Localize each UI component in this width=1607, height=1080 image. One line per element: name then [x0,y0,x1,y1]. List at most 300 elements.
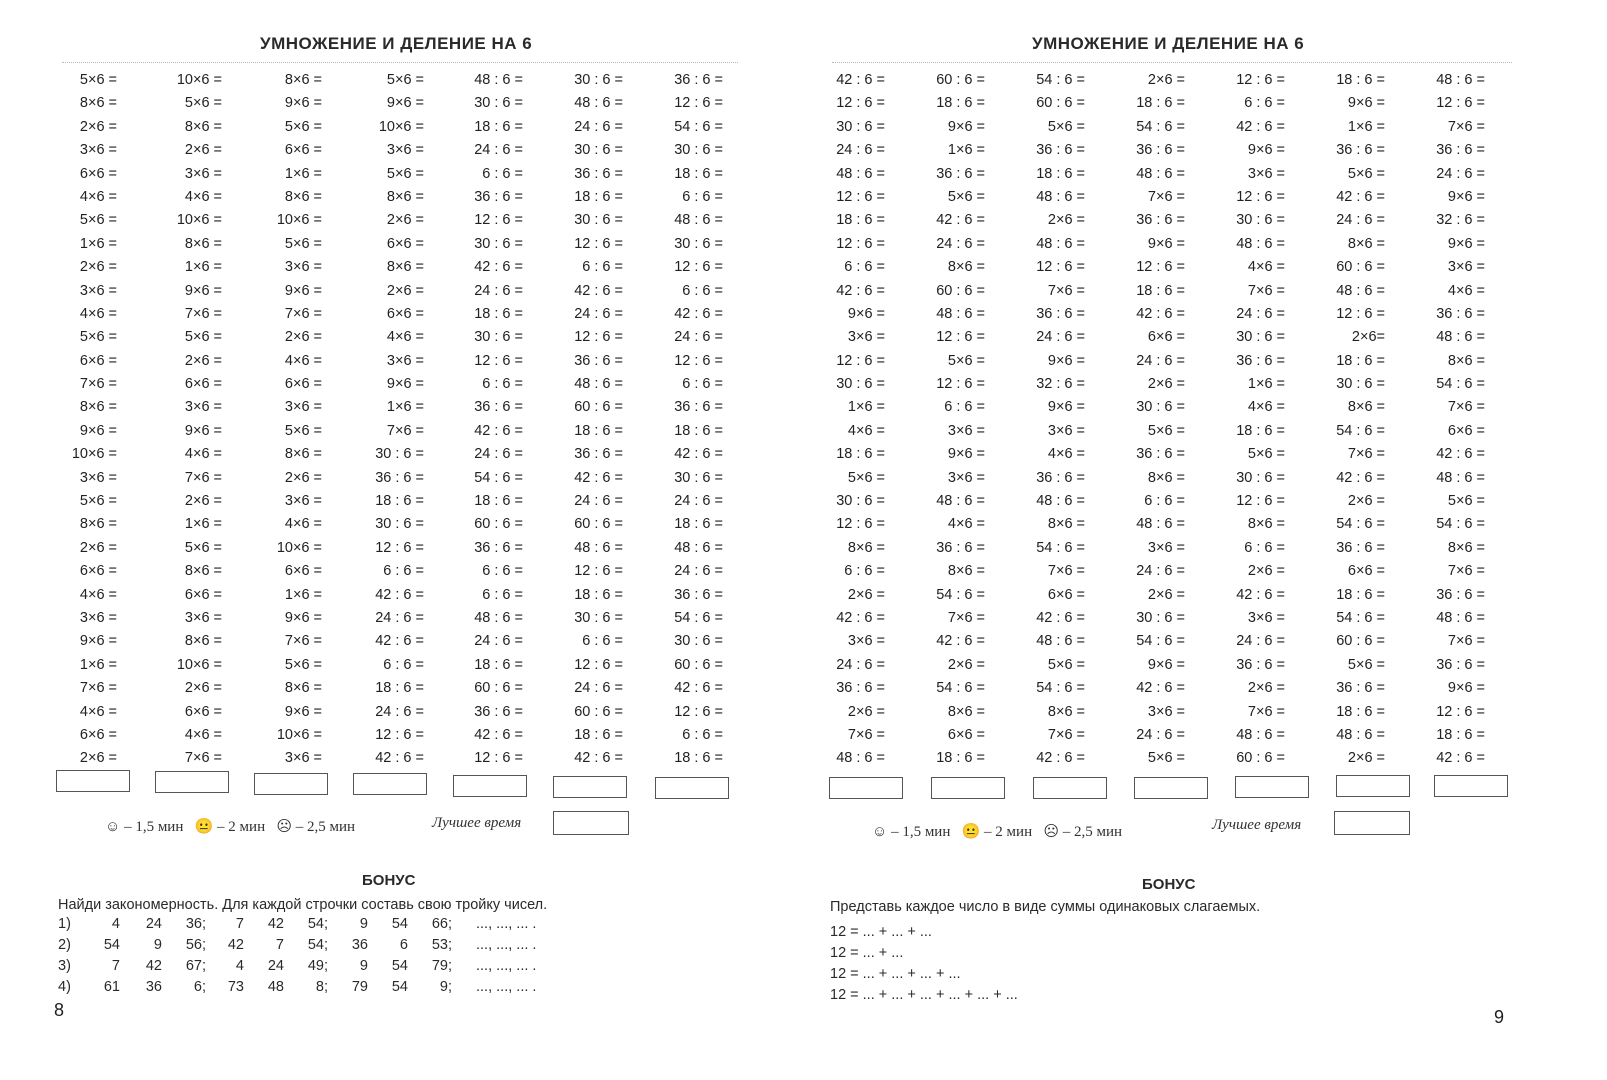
exercise-item: 42 : 6 = [1136,680,1185,697]
exercise-item: 6 : 6 = [682,376,723,393]
exercise-item: 3×6 = [79,469,117,486]
exercise-item: 7×6 = [1047,563,1085,580]
exercise-column [438,69,533,771]
exercise-item: 48 : 6 = [574,539,623,556]
bonus-blank: ..., ..., ... . [476,937,537,953]
exercise-item: 42 : 6 = [836,72,885,88]
exercise-item: 5×6 = [79,212,117,229]
exercise-item: 2×6 = [79,750,117,767]
exercise-item: 12 : 6 = [936,329,985,346]
exercise-item: 18 : 6 = [1336,586,1385,603]
exercise-item: 2×6 = [847,703,885,720]
exercise-item: 9×6 = [947,446,985,463]
bonus-number: 24 [145,916,162,932]
exercise-item: 12 : 6 = [1236,493,1285,510]
exercise-item: 9×6 = [184,422,222,439]
time-legend [872,822,1122,841]
exercise-item: 6 : 6 = [844,259,885,276]
bonus-number: 42 [227,937,244,953]
column-time-box[interactable] [1134,777,1208,799]
exercise-item: 6 : 6 = [482,376,523,393]
exercise-item: 60 : 6 = [936,282,985,299]
exercise-item: 30 : 6 = [574,72,623,88]
exercise-item: 5×6 = [947,188,985,205]
exercise-item: 6×6 = [1047,586,1085,603]
exercise-item: 2×6 = [1347,750,1385,767]
exercise-item: 54 : 6 = [1036,72,1085,88]
exercise-item: 30 : 6 = [474,95,523,112]
exercise-item: 42 : 6 = [474,422,523,439]
exercise-item: 2×6= [1351,329,1385,346]
exercise-item: 24 : 6 = [574,305,623,322]
exercise-item: 42 : 6 = [574,282,623,299]
exercise-item: 36 : 6 = [936,165,985,182]
exercise-item: 42 : 6 = [674,305,723,322]
bonus-line-number: 3) [58,958,71,974]
exercise-item: 42 : 6 = [474,726,523,743]
exercise-item: 48 : 6 = [1136,516,1185,533]
exercise-item: 7×6 = [1447,399,1485,416]
exercise-item: 12 : 6 = [836,188,885,205]
exercise-item: 36 : 6 = [674,72,723,88]
exercise-item: 18 : 6 = [1436,726,1485,743]
exercise-item: 5×6 = [79,329,117,346]
exercise-item: 48 : 6 = [1236,726,1285,743]
exercise-item: 36 : 6 = [375,469,424,486]
exercise-item: 30 : 6 = [836,376,885,393]
exercise-item: 42 : 6 = [474,259,523,276]
exercise-item: 6 : 6 = [582,633,623,650]
column-time-box[interactable] [353,773,427,795]
exercise-item: 8×6 = [184,235,222,252]
exercise-item: 5×6 = [284,118,322,135]
bonus-number: 73 [227,979,244,995]
exercise-item: 3×6 = [79,282,117,299]
exercise-item: 36 : 6 = [574,446,623,463]
exercise-item: 8×6 = [947,563,985,580]
exercise-item: 6 : 6 = [682,188,723,205]
exercise-item: 42 : 6 = [375,750,424,767]
exercise-item: 9×6 = [1047,399,1085,416]
exercise-item: 48 : 6 = [1436,329,1485,346]
exercise-item: 36 : 6 = [1036,305,1085,322]
exercise-item: 2×6 = [847,586,885,603]
page-title: УМНОЖЕНИЕ И ДЕЛЕНИЕ НА 6 [1032,34,1305,53]
bonus-line-number: 1) [58,916,71,932]
exercise-item: 18 : 6 = [674,516,723,533]
bonus-line-number: 2) [58,937,71,953]
bonus-number: 53; [431,937,452,953]
exercise-column [32,69,127,771]
exercise-item: 7×6 = [184,750,222,767]
exercise-item: 3×6 = [284,493,322,510]
exercise-item: 6×6 = [1447,422,1485,439]
exercise-item: 3×6 = [284,259,322,276]
exercise-item: 12 : 6 = [674,95,723,112]
exercise-item: 5×6 = [284,656,322,673]
column-time-box[interactable] [254,773,328,795]
exercise-item: 10×6 = [176,72,222,88]
exercise-item: 30 : 6 = [674,633,723,650]
exercise-item: 7×6 = [1047,282,1085,299]
exercise-item: 5×6 = [79,493,117,510]
exercise-item: 7×6 = [284,305,322,322]
exercise-item: 4×6 = [386,329,424,346]
exercise-item: 24 : 6 = [375,703,424,720]
exercise-item: 24 : 6 = [375,609,424,626]
exercise-item: 24 : 6 = [936,235,985,252]
exercise-item: 8×6 = [947,259,985,276]
exercise-item: 42 : 6 = [1436,750,1485,767]
exercise-item: 42 : 6 = [674,446,723,463]
exercise-item: 5×6 = [79,72,117,88]
column-time-box[interactable] [1235,776,1309,798]
exercise-item: 5×6 = [386,165,424,182]
exercise-item: 3×6 = [1447,259,1485,276]
column-time-box[interactable] [931,777,1005,799]
exercise-item: 24 : 6 = [474,282,523,299]
exercise-item: 42 : 6 = [1036,609,1085,626]
exercise-item: 6×6 = [79,726,117,743]
best-time-box[interactable] [1334,811,1410,835]
column-time-box[interactable] [829,777,903,799]
exercise-item: 2×6 = [79,118,117,135]
exercise-column [800,69,895,771]
exercise-item: 10×6 = [71,446,117,463]
exercise-item: 4×6 = [79,188,117,205]
exercise-item: 5×6 = [847,469,885,486]
exercise-item: 7×6 = [1247,703,1285,720]
bonus-number: 54 [391,958,408,974]
exercise-item: 48 : 6 = [836,165,885,182]
bonus-number: 9 [153,937,162,953]
exercise-item: 48 : 6 = [474,72,523,88]
bonus-number: 7 [111,958,120,974]
exercise-item: 4×6 = [284,516,322,533]
exercise-item: 54 : 6 = [1136,118,1185,135]
exercise-item: 18 : 6 = [936,750,985,767]
exercise-item: 8×6 = [1147,469,1185,486]
exercise-item: 2×6 = [184,493,222,510]
bonus-number: 8; [315,979,328,995]
title-divider [62,62,738,63]
exercise-item: 7×6 = [1147,188,1185,205]
bonus-line: 12 = ... + ... + ... + ... [830,966,961,982]
column-time-box[interactable] [1336,775,1410,797]
exercise-item: 5×6 = [1347,656,1385,673]
exercise-item: 6 : 6 = [844,563,885,580]
exercise-item: 8×6 = [1347,399,1385,416]
exercise-item: 48 : 6 = [574,376,623,393]
exercise-item: 3×6 = [1047,422,1085,439]
exercise-column [1400,69,1495,771]
bonus-number: 48 [267,979,284,995]
exercise-item: 42 : 6 = [836,282,885,299]
exercise-item: 9×6 = [184,282,222,299]
exercise-item: 36 : 6 = [1436,305,1485,322]
exercise-item: 6 : 6 = [944,399,985,416]
exercise-item: 12 : 6 = [836,95,885,112]
exercise-item: 60 : 6 = [674,656,723,673]
exercise-item: 36 : 6 = [474,539,523,556]
exercise-item: 5×6 = [386,72,424,88]
bonus-number: 66; [431,916,452,932]
exercise-item: 1×6 = [184,259,222,276]
exercise-item: 6×6 = [284,142,322,159]
exercise-item: 24 : 6 = [674,563,723,580]
bonus-number: 36 [145,979,162,995]
exercise-item: 8×6 = [184,118,222,135]
exercise-item: 8×6 = [1047,516,1085,533]
page-number: 8 [54,1000,65,1020]
column-time-box[interactable] [1033,777,1107,799]
exercise-item: 7×6 = [947,609,985,626]
exercise-item: 6 : 6 = [1144,493,1185,510]
exercise-item: 3×6 = [184,609,222,626]
bonus-number: 61 [103,979,120,995]
exercise-item: 30 : 6 = [574,142,623,159]
exercise-item: 5×6 = [1047,656,1085,673]
exercise-item: 36 : 6 = [474,399,523,416]
exercise-item: 6 : 6 = [682,282,723,299]
exercise-item: 3×6 = [386,352,424,369]
exercise-item: 2×6 = [947,656,985,673]
bonus-number: 7 [275,937,284,953]
exercise-item: 60 : 6 = [474,516,523,533]
exercise-item: 7×6 = [79,680,117,697]
bonus-blank: ..., ..., ... . [476,979,537,995]
exercise-column [900,69,995,771]
exercise-item: 2×6 = [386,282,424,299]
exercise-column [638,69,733,771]
exercise-item: 60 : 6 = [1336,259,1385,276]
exercise-item: 8×6 = [1047,703,1085,720]
exercise-item: 9×6 = [847,305,885,322]
exercise-item: 6×6 = [79,165,117,182]
exercise-item: 42 : 6 = [574,469,623,486]
exercise-item: 7×6 = [1447,633,1485,650]
exercise-item: 60 : 6 = [474,680,523,697]
exercise-item: 24 : 6 = [1236,305,1285,322]
exercise-item: 8×6 = [847,539,885,556]
best-time-label: Лучшее время [1212,817,1302,833]
exercise-item: 18 : 6 = [1036,165,1085,182]
exercise-column [1200,69,1295,771]
bonus-number: 67; [185,958,206,974]
exercise-item: 18 : 6 = [1336,72,1385,88]
exercise-item: 18 : 6 = [1336,703,1385,720]
exercise-item: 6×6 = [386,305,424,322]
exercise-item: 54 : 6 = [1136,633,1185,650]
exercise-item: 36 : 6 = [1336,680,1385,697]
exercise-item: 48 : 6 = [674,539,723,556]
exercise-item: 18 : 6 = [474,493,523,510]
exercise-item: 18 : 6 = [574,422,623,439]
exercise-item: 2×6 = [1147,376,1185,393]
exercise-item: 12 : 6 = [375,726,424,743]
column-time-box[interactable] [553,776,627,798]
bonus-number: 9 [359,958,368,974]
exercise-item: 1×6 = [284,586,322,603]
exercise-item: 1×6 = [79,656,117,673]
exercise-item: 4×6 = [79,586,117,603]
exercise-item: 2×6 = [284,329,322,346]
exercise-item: 24 : 6 = [474,142,523,159]
bonus-blank: ..., ..., ... . [476,916,537,932]
exercise-item: 2×6 = [386,212,424,229]
exercise-item: 48 : 6 = [674,212,723,229]
exercise-item: 24 : 6 = [1436,165,1485,182]
exercise-item: 12 : 6 = [375,539,424,556]
exercise-item: 9×6 = [284,703,322,720]
bonus-line: 12 = ... + ... + ... [830,924,932,940]
exercise-item: 6 : 6 = [383,656,424,673]
bonus-line [58,955,536,977]
bonus-number: 49; [307,958,328,974]
exercise-item: 2×6 = [184,680,222,697]
best-time-box[interactable] [553,811,629,835]
exercise-item: 3×6 = [79,609,117,626]
exercise-item: 6 : 6 = [582,259,623,276]
exercise-item: 6 : 6 = [482,586,523,603]
exercise-column [1300,69,1395,771]
exercise-item: 42 : 6 = [674,680,723,697]
legend-medium: 😐 – 2 мин [194,819,266,835]
column-time-box[interactable] [1434,775,1508,797]
exercise-item: 6×6 = [386,235,424,252]
exercise-item: 18 : 6 = [836,446,885,463]
exercise-item: 12 : 6 = [574,656,623,673]
exercise-item: 30 : 6 = [375,446,424,463]
exercise-item: 3×6 = [1147,539,1185,556]
exercise-item: 30 : 6 = [1236,329,1285,346]
exercise-item: 48 : 6 = [574,95,623,112]
exercise-item: 36 : 6 = [1336,539,1385,556]
bonus-number: 24 [267,958,284,974]
exercise-item: 48 : 6 = [1336,726,1385,743]
exercise-item: 42 : 6 = [1236,586,1285,603]
right-page [800,0,1607,1080]
exercise-item: 5×6 = [1247,446,1285,463]
page-number: 9 [1494,1007,1505,1027]
time-legend [105,817,355,836]
exercise-item: 7×6 = [184,305,222,322]
exercise-item: 18 : 6 = [375,493,424,510]
exercise-item: 18 : 6 = [474,656,523,673]
page-title: УМНОЖЕНИЕ И ДЕЛЕНИЕ НА 6 [260,34,533,53]
exercise-item: 4×6 = [79,305,117,322]
exercise-item: 7×6 = [184,469,222,486]
column-time-box[interactable] [56,770,130,792]
exercise-item: 3×6 = [184,399,222,416]
column-time-box[interactable] [155,771,229,793]
exercise-item: 30 : 6 = [574,609,623,626]
exercise-item: 48 : 6 = [1436,609,1485,626]
bonus-number: 54; [307,937,328,953]
exercise-item: 36 : 6 = [1136,142,1185,159]
exercise-item: 4×6 = [184,726,222,743]
bonus-line [58,934,536,956]
exercise-item: 60 : 6 = [574,703,623,720]
column-time-box[interactable] [453,775,527,797]
exercise-item: 60 : 6 = [1036,95,1085,112]
bonus-number: 6 [399,937,408,953]
bonus-title: БОНУС [1142,876,1196,893]
exercise-item: 5×6 = [1147,422,1185,439]
exercise-item: 9×6 = [947,118,985,135]
exercise-item: 54 : 6 = [674,609,723,626]
exercise-item: 18 : 6 = [474,305,523,322]
exercise-item: 6 : 6 = [482,165,523,182]
exercise-item: 30 : 6 = [1136,399,1185,416]
exercise-item: 7×6 = [1447,563,1485,580]
bonus-number: 54 [391,979,408,995]
exercise-item: 9×6 = [1147,235,1185,252]
exercise-item: 42 : 6 = [574,750,623,767]
column-time-box[interactable] [655,777,729,799]
exercise-item: 8×6 = [1447,352,1485,369]
exercise-item: 12 : 6 = [574,563,623,580]
exercise-item: 18 : 6 = [574,726,623,743]
bonus-number: 42 [267,916,284,932]
exercise-item: 1×6 = [79,235,117,252]
exercise-item: 12 : 6 = [936,376,985,393]
exercise-item: 36 : 6 = [1436,142,1485,159]
exercise-item: 24 : 6 = [1036,329,1085,346]
exercise-item: 6 : 6 = [682,726,723,743]
exercise-item: 8×6 = [284,680,322,697]
exercise-item: 7×6 = [1447,118,1485,135]
exercise-item: 6×6 = [1147,329,1185,346]
exercise-item: 24 : 6 = [1236,633,1285,650]
exercise-item: 5×6 = [184,95,222,112]
exercise-item: 18 : 6 = [674,422,723,439]
exercise-item: 3×6 = [284,399,322,416]
exercise-item: 8×6 = [79,399,117,416]
exercise-item: 24 : 6 = [574,118,623,135]
exercise-column [1100,69,1195,771]
exercise-item: 8×6 = [284,188,322,205]
exercise-item: 42 : 6 = [375,586,424,603]
exercise-item: 18 : 6 = [674,165,723,182]
exercise-item: 6×6 = [184,586,222,603]
exercise-item: 30 : 6 = [836,493,885,510]
bonus-number: 79; [431,958,452,974]
exercise-item: 24 : 6 = [574,493,623,510]
exercise-item: 36 : 6 = [1236,352,1285,369]
exercise-item: 48 : 6 = [1436,72,1485,88]
exercise-item: 12 : 6 = [1436,95,1485,112]
exercise-item: 54 : 6 = [1436,516,1485,533]
exercise-item: 8×6 = [184,633,222,650]
exercise-item: 9×6 = [1447,680,1485,697]
exercise-item: 1×6 = [284,165,322,182]
exercise-item: 6×6 = [184,703,222,720]
exercise-item: 6×6 = [79,563,117,580]
exercise-item: 12 : 6 = [836,352,885,369]
exercise-item: 2×6 = [1247,680,1285,697]
exercise-item: 6×6 = [284,376,322,393]
exercise-item: 54 : 6 = [474,469,523,486]
exercise-item: 54 : 6 = [1036,539,1085,556]
exercise-item: 30 : 6 = [1136,609,1185,626]
bonus-instructions: Найди закономерность. Для каждой строчки составь свою тройку чисел. [58,897,548,913]
exercise-item: 36 : 6 = [1036,469,1085,486]
exercise-item: 10×6 = [276,726,322,743]
exercise-item: 10×6 = [276,212,322,229]
exercise-item: 36 : 6 = [1136,446,1185,463]
exercise-item: 3×6 = [184,165,222,182]
